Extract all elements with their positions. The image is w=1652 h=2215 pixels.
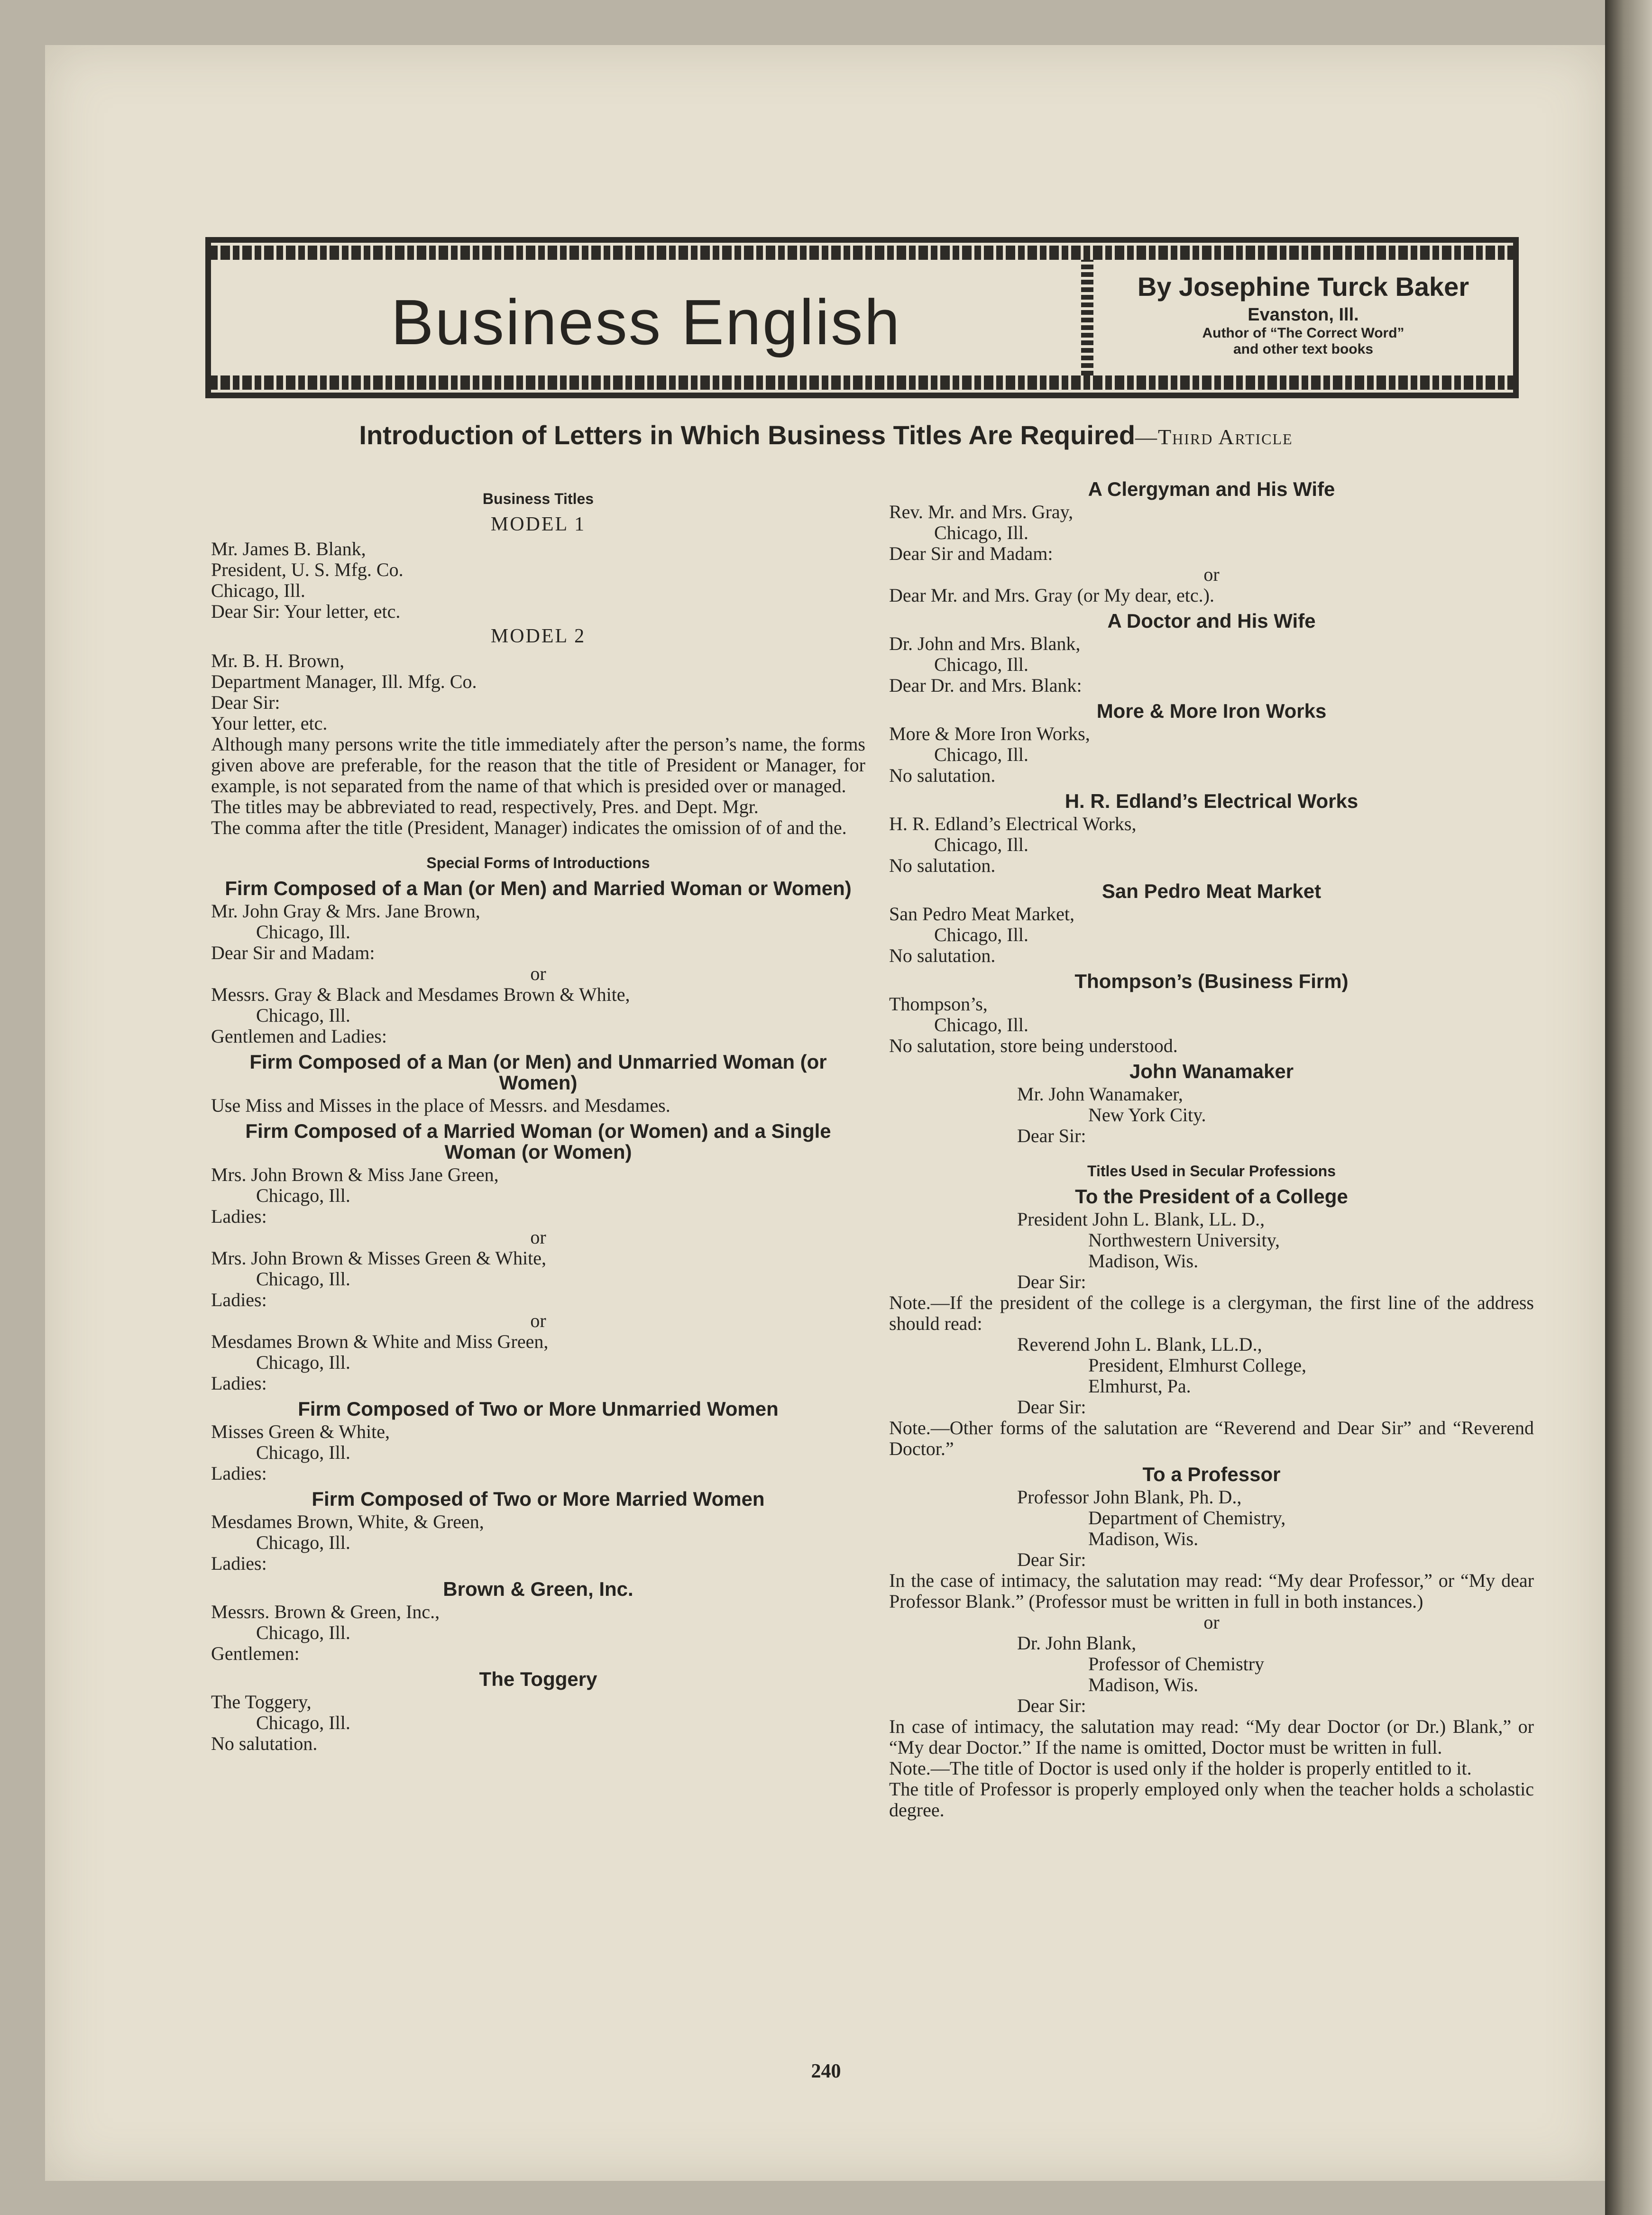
section-heading: Firm Composed of Two or More Unmarried Women xyxy=(298,1398,779,1420)
model-label: MODEL 2 xyxy=(490,625,586,647)
address-line: The Toggery, xyxy=(211,1691,312,1712)
address-line: Dear Sir and Madam: xyxy=(889,543,1053,564)
address-line: Dear Sir: xyxy=(1017,1271,1086,1292)
address-line: Chicago, Ill. xyxy=(256,1532,350,1553)
address-line: Mesdames Brown & White and Miss Green, xyxy=(211,1331,549,1352)
address-line: San Pedro Meat Market, xyxy=(889,903,1075,924)
paragraph: The titles may be abbreviated to read, respectively, Pres. and Dept. Mgr. xyxy=(211,796,759,817)
address-line: No salutation. xyxy=(211,1733,318,1754)
address-line: Dear Sir: xyxy=(1017,1695,1086,1716)
address-line: Mr. B. H. Brown, xyxy=(211,650,345,671)
banner-border-top xyxy=(211,246,1513,260)
section-heading: Firm Composed of Two or More Married Women xyxy=(312,1488,765,1510)
address-line: Thompson’s, xyxy=(889,993,988,1015)
address-line: Chicago, Ill. xyxy=(934,744,1028,765)
paragraph: In the case of intimacy, the salutation may read: “My dear Professor,” or “My dear Professor Blank.” (Professor must be written in full in both instances.) xyxy=(889,1570,1534,1612)
address-line: Dear Sir: Your letter, etc. xyxy=(211,601,401,622)
address-line: Dear Sir: xyxy=(1017,1396,1086,1418)
page-gutter xyxy=(1605,0,1652,2215)
address-line: Professor of Chemistry xyxy=(1088,1653,1265,1675)
paragraph: In case of intimacy, the salutation may read: “My dear Doctor (or Dr.) Blank,” or “My dear Doctor.” If the name is omitted, Doctor must be written in full. xyxy=(889,1716,1534,1758)
section-heading: Firm Composed of a Man (or Men) and Married Woman or Women) xyxy=(225,877,852,899)
paragraph: Note.—The title of Doctor is used only if the holder is properly entitled to it. xyxy=(889,1757,1472,1779)
address-line: Professor John Blank, Ph. D., xyxy=(1017,1486,1242,1508)
banner-title: Business English xyxy=(391,286,901,358)
address-line: Chicago, Ill. xyxy=(934,924,1028,945)
address-line: Your letter, etc. xyxy=(211,713,328,734)
address-line: Mrs. John Brown & Misses Green & White, xyxy=(211,1247,546,1269)
address-line: Ladies: xyxy=(211,1373,267,1394)
or-separator: or xyxy=(1203,1611,1220,1633)
address-line: Messrs. Brown & Green, Inc., xyxy=(211,1601,440,1622)
address-line: Mr. John Gray & Mrs. Jane Brown, xyxy=(211,900,480,922)
section-heading: A Doctor and His Wife xyxy=(1107,610,1316,632)
address-line: Chicago, Ill. xyxy=(256,1005,350,1026)
address-line: Dr. John Blank, xyxy=(1017,1632,1137,1654)
address-line: Elmhurst, Pa. xyxy=(1088,1375,1191,1397)
address-line: More & More Iron Works, xyxy=(889,723,1090,744)
address-line: Gentlemen and Ladies: xyxy=(211,1025,387,1047)
byline-box xyxy=(1093,271,1513,357)
paragraph: The comma after the title (President, Manager) indicates the omission of of and the. xyxy=(211,817,847,838)
author-city: Evanston, Ill. xyxy=(1248,305,1359,325)
address-line: Ladies: xyxy=(211,1463,267,1484)
section-heading: H. R. Edland’s Electrical Works xyxy=(1065,790,1358,812)
paragraph: Note.—Other forms of the salutation are “Reverend and Dear Sir” and “Reverend Doctor.” xyxy=(889,1417,1534,1459)
address-line: New York City. xyxy=(1088,1104,1206,1126)
address-line: Mr. John Wanamaker, xyxy=(1017,1083,1183,1105)
address-line: No salutation. xyxy=(889,945,996,966)
address-line: President, Elmhurst College, xyxy=(1088,1355,1306,1376)
address-line: Chicago, Ill. xyxy=(256,1268,350,1290)
address-line: Chicago, Ill. xyxy=(934,1014,1028,1035)
address-line: Chicago, Ill. xyxy=(256,1185,350,1206)
address-line: Dear Dr. and Mrs. Blank: xyxy=(889,675,1082,696)
address-line: Gentlemen: xyxy=(211,1643,300,1664)
or-separator: or xyxy=(1203,564,1220,585)
address-line: Chicago, Ill. xyxy=(256,1622,350,1643)
address-line: Madison, Wis. xyxy=(1088,1528,1199,1549)
address-line: Messrs. Gray & Black and Mesdames Brown & White, xyxy=(211,984,630,1005)
address-line: Mrs. John Brown & Miss Jane Green, xyxy=(211,1164,499,1185)
section-heading: More & More Iron Works xyxy=(1096,700,1327,722)
article-headline xyxy=(0,420,1652,450)
author-credit: Author of “The Correct Word” xyxy=(1202,325,1404,341)
address-line: Ladies: xyxy=(211,1553,267,1574)
paragraph: Note.—If the president of the college is a clergyman, the first line of the address should read: xyxy=(889,1292,1534,1334)
section-heading: Firm Composed of a Married Woman (or Women) and a Single Woman (or Women) xyxy=(245,1120,831,1163)
address-line: Misses Green & White, xyxy=(211,1421,390,1442)
or-separator: or xyxy=(530,1226,546,1248)
address-line: Chicago, Ill. xyxy=(256,1712,350,1733)
banner-divider xyxy=(1081,260,1093,375)
address-line: Chicago, Ill. xyxy=(934,654,1028,675)
author-byline: By Josephine Turck Baker xyxy=(1137,272,1469,302)
address-line: President John L. Blank, LL. D., xyxy=(1017,1208,1265,1230)
paragraph: Use Miss and Misses in the place of Messrs. and Mesdames. xyxy=(211,1095,670,1116)
section-heading: John Wanamaker xyxy=(1129,1060,1294,1082)
address-line: No salutation, store being understood. xyxy=(889,1035,1178,1056)
address-line: Dear Mr. and Mrs. Gray (or My dear, etc.). xyxy=(889,585,1214,606)
title-banner xyxy=(205,237,1519,398)
section-heading: Thompson’s (Business Firm) xyxy=(1074,970,1349,992)
address-line: Dear Sir and Madam: xyxy=(211,942,375,963)
address-line: H. R. Edland’s Electrical Works, xyxy=(889,813,1137,834)
address-line: Department Manager, Ill. Mfg. Co. xyxy=(211,671,477,692)
address-line: Ladies: xyxy=(211,1206,267,1227)
address-line: Madison, Wis. xyxy=(1088,1250,1199,1272)
address-line: Chicago, Ill. xyxy=(256,921,350,943)
section-heading: Brown & Green, Inc. xyxy=(443,1578,633,1600)
headline-main: Introduction of Letters in Which Business Titles Are Required xyxy=(359,420,1136,450)
paragraph: The title of Professor is properly employed only when the teacher holds a scholastic degree. xyxy=(889,1778,1534,1821)
headline-article-number: —Third Article xyxy=(1135,425,1293,449)
section-heading: To the President of a College xyxy=(1075,1185,1348,1208)
address-line: Dear Sir: xyxy=(1017,1125,1086,1146)
left-column xyxy=(211,474,865,1754)
or-separator: or xyxy=(530,963,546,984)
address-line: Chicago, Ill. xyxy=(256,1352,350,1373)
address-line: No salutation. xyxy=(889,855,996,876)
author-credit-2: and other text books xyxy=(1233,341,1374,357)
subsection-heading: Titles Used in Secular Professions xyxy=(1087,1162,1336,1180)
address-line: Mesdames Brown, White, & Green, xyxy=(211,1511,484,1532)
paragraph: Although many persons write the title immediately after the person’s name, the forms given above are preferable, for the reason that the title of President or Manager, for example, is not separated from the name of that which is presided over or managed. xyxy=(211,733,865,796)
address-line: Dear Sir: xyxy=(1017,1549,1086,1570)
address-line: No salutation. xyxy=(889,765,996,786)
address-line: Dr. John and Mrs. Blank, xyxy=(889,633,1081,654)
address-line: Chicago, Ill. xyxy=(211,580,305,601)
model-label: MODEL 1 xyxy=(490,513,586,535)
or-separator: or xyxy=(530,1310,546,1331)
address-line: Northwestern University, xyxy=(1088,1229,1280,1251)
subsection-heading: Business Titles xyxy=(482,490,594,507)
section-heading: Firm Composed of a Man (or Men) and Unmarried Woman (or Women) xyxy=(249,1051,827,1094)
address-line: Chicago, Ill. xyxy=(934,834,1028,855)
address-line: Chicago, Ill. xyxy=(934,522,1028,543)
address-line: Madison, Wis. xyxy=(1088,1674,1199,1695)
section-heading: A Clergyman and His Wife xyxy=(1088,478,1335,500)
address-line: Department of Chemistry, xyxy=(1088,1507,1286,1529)
page-number: 240 xyxy=(811,2060,841,2082)
banner-border-bottom xyxy=(211,375,1513,390)
subsection-heading: Special Forms of Introductions xyxy=(426,854,650,871)
address-line: Chicago, Ill. xyxy=(256,1442,350,1463)
address-line: President, U. S. Mfg. Co. xyxy=(211,559,404,580)
right-column xyxy=(889,474,1534,1821)
address-line: Mr. James B. Blank, xyxy=(211,538,366,559)
address-line: Reverend John L. Blank, LL.D., xyxy=(1017,1334,1262,1355)
address-line: Ladies: xyxy=(211,1289,267,1310)
section-heading: San Pedro Meat Market xyxy=(1101,880,1322,902)
address-line: Dear Sir: xyxy=(211,692,280,713)
address-line: Rev. Mr. and Mrs. Gray, xyxy=(889,501,1074,522)
section-heading: The Toggery xyxy=(479,1668,597,1690)
section-heading: To a Professor xyxy=(1142,1463,1281,1485)
